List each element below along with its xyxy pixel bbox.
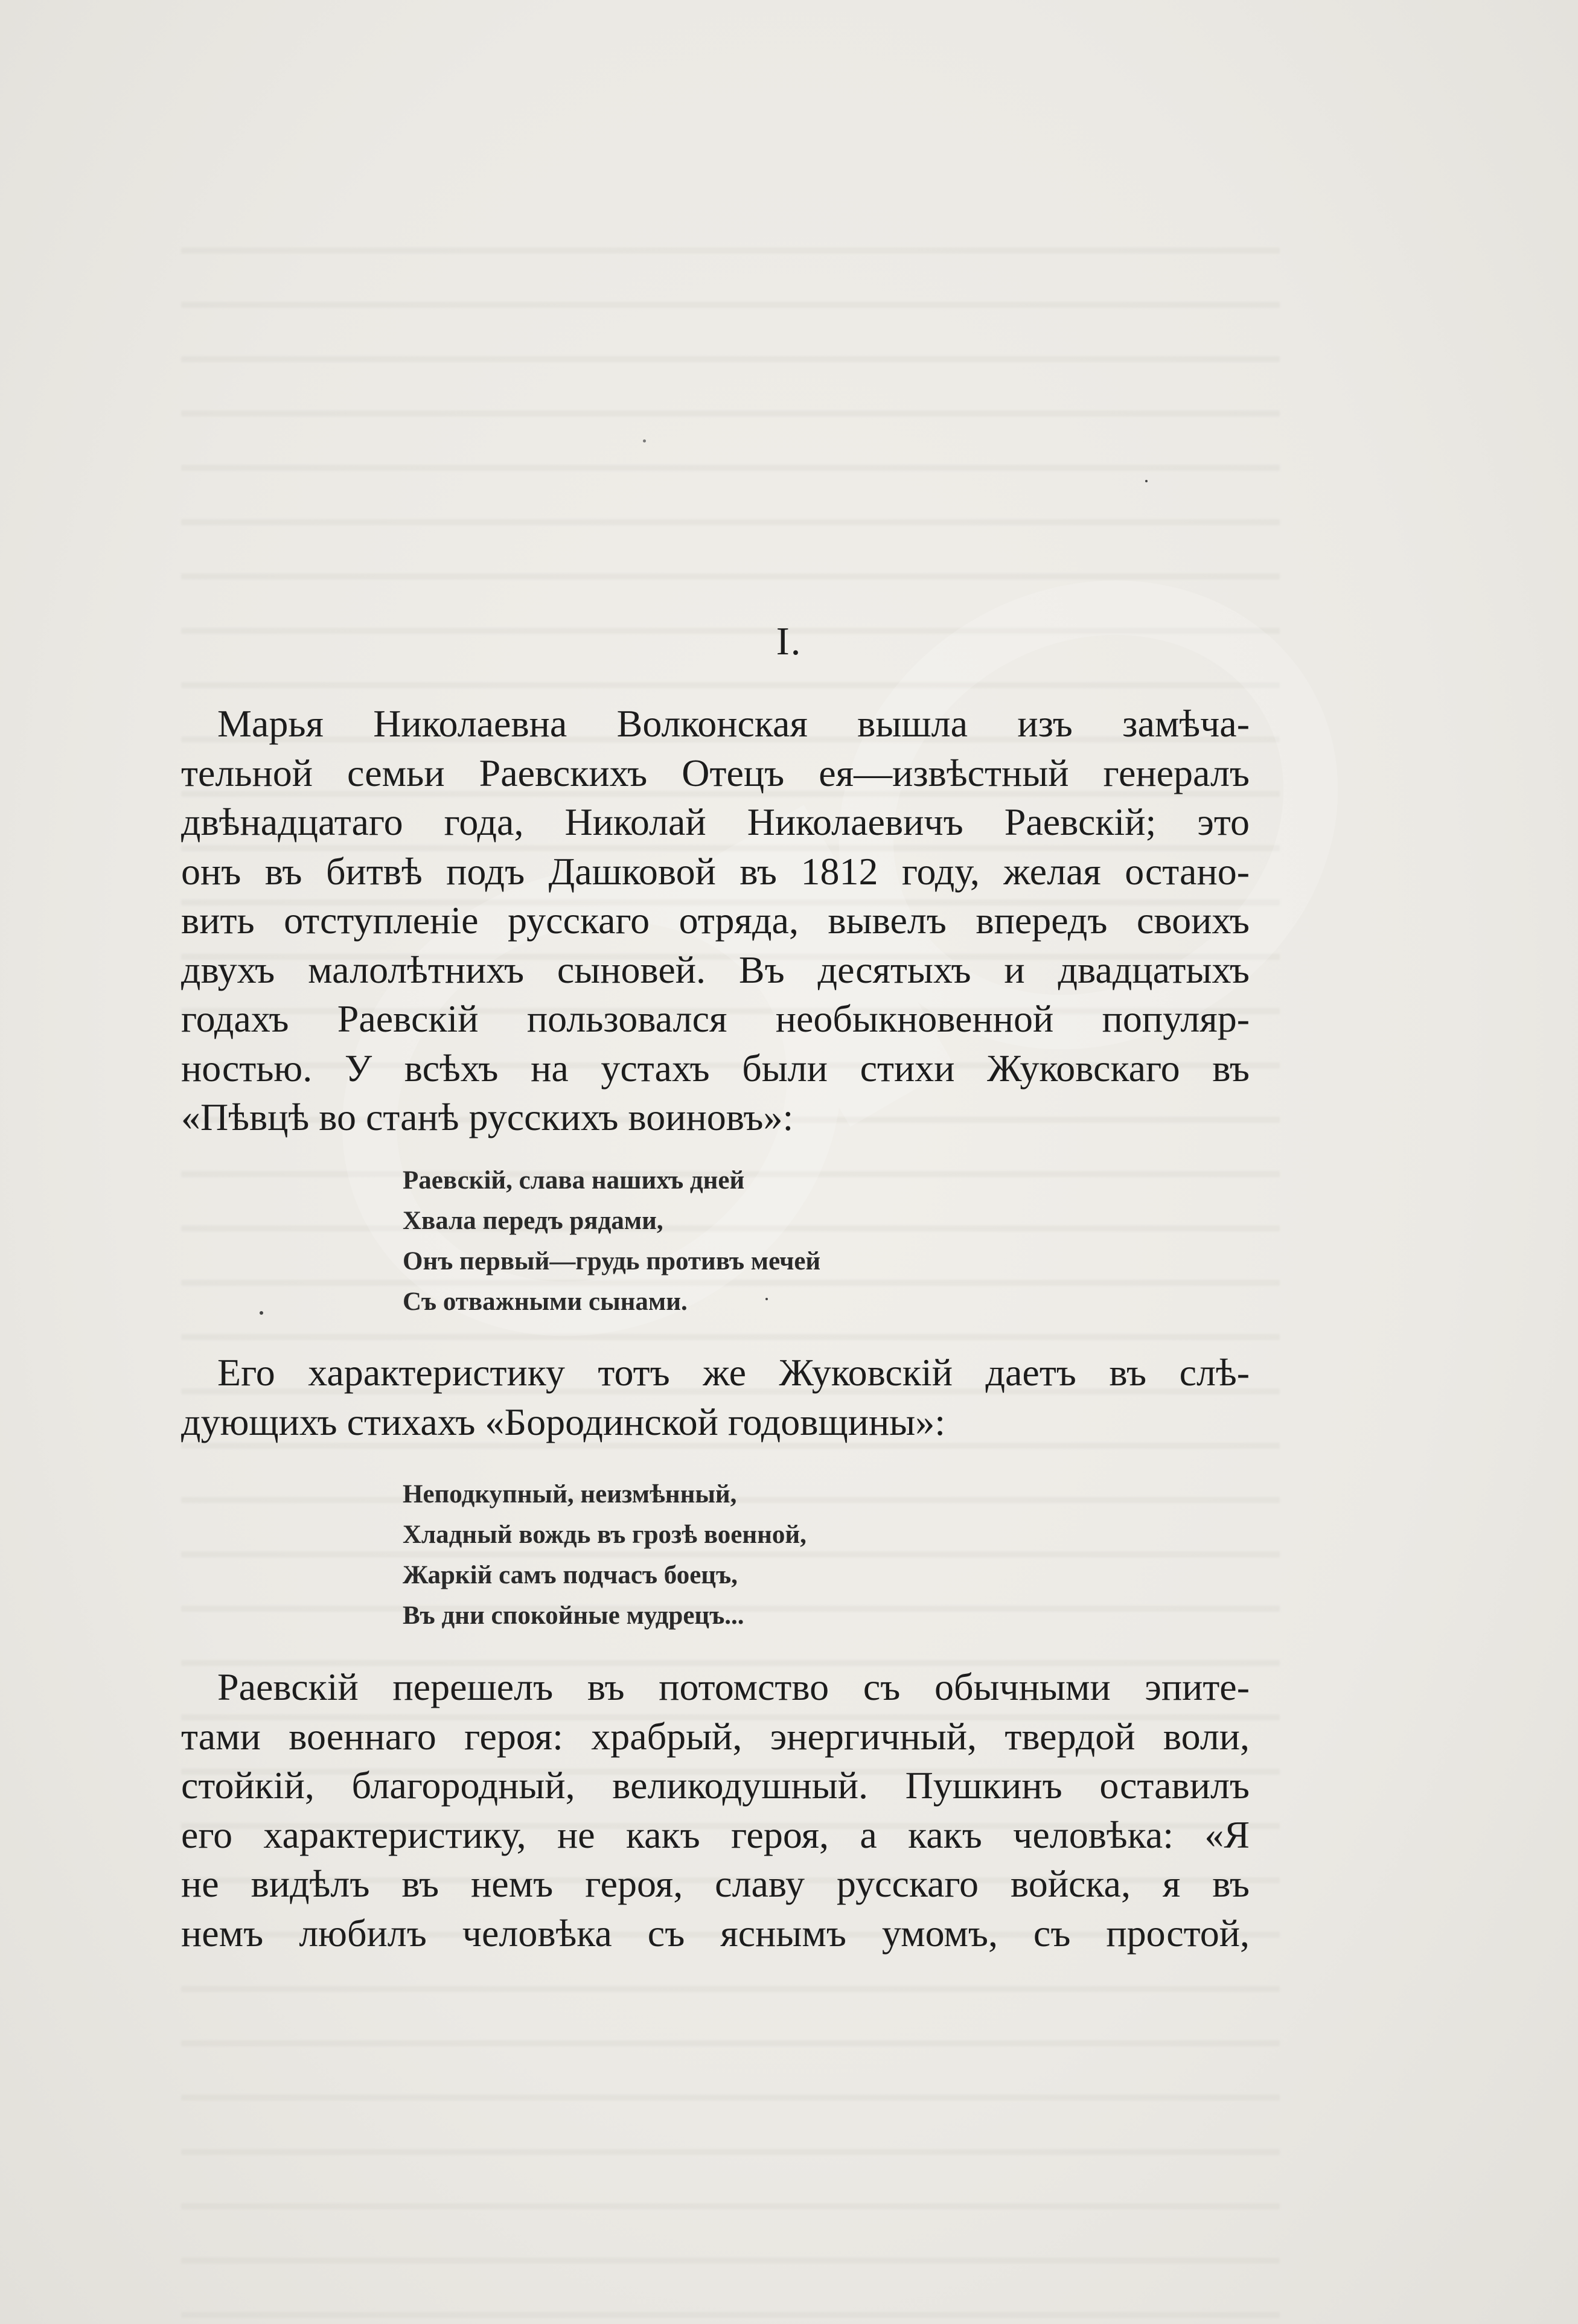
verse-line: Хладный вождь въ грозѣ военной, [403,1521,807,1549]
text-line: онъ въ битвѣ подъ Дашковой въ 1812 году, желая остано- [181,849,1250,893]
paragraph-1 [181,699,1250,1142]
text-line: ностью. У всѣхъ на устахъ были стихи Жуковскаго въ [181,1046,1250,1090]
verse-line: Хвала передъ рядами, [403,1207,663,1235]
text-line: тельной семьи Раевскихъ Отецъ ея—извѣстный генералъ [181,751,1250,794]
verse-line: Съ отважными сынами. [403,1288,688,1316]
text-line: Раевскій перешелъ въ потомство съ обычными эпите- [217,1665,1250,1708]
text-line: тами военнаго героя: храбрый, энергичный, твердой воли, [181,1714,1250,1758]
verse-line: Раевскій, слава нашихъ дней [403,1166,745,1195]
text-line: двухъ малолѣтнихъ сыновей. Въ десятыхъ и двадцатыхъ [181,948,1250,991]
text-line: годахъ Раевскій пользовался необыкновенной популяр- [181,997,1250,1040]
text-line: Его характеристику тотъ же Жуковскій даетъ въ слѣ- [217,1351,1250,1394]
verse-quote-1 [403,1160,820,1322]
verse-quote-2 [403,1474,807,1636]
ink-speck [765,1298,768,1300]
verse-line: Жаркій самъ подчасъ боецъ, [403,1561,738,1589]
text-line: «Пѣвцѣ во станѣ русскихъ воиновъ»: [181,1096,794,1138]
text-line: вить отступленіе русскаго отряда, вывелъ впередъ своихъ [181,899,1250,942]
paragraph-3 [181,1662,1250,1958]
ink-speck [643,439,646,442]
paragraph-2 [181,1348,1250,1446]
text-line: немъ любилъ человѣка съ яснымъ умомъ, съ простой, [181,1911,1250,1955]
text-line: не видѣлъ въ немъ героя, славу русскаго войска, я въ [181,1862,1250,1905]
verse-line: Неподкупный, неизмѣнный, [403,1480,737,1508]
ink-speck [260,1311,263,1315]
verse-line: Онъ первый—грудь противъ мечей [403,1247,821,1275]
chapter-number: I. [776,619,802,663]
text-line: стойкій, благородный, великодушный. Пушкинъ оставилъ [181,1764,1250,1807]
text-line: дующихъ стихахъ «Бородинской годовщины»: [181,1400,946,1443]
ink-speck [1145,480,1148,482]
text-line: Марья Николаевна Волконская вышла изъ замѣча- [217,702,1250,745]
verse-line: Въ дни спокойные мудрецъ... [403,1601,744,1630]
text-line: его характеристику, не какъ героя, а какъ человѣка: «Я [181,1813,1250,1856]
text-line: двѣнадцатаго года, Николай Николаевичъ Раевскій; это [181,800,1250,843]
